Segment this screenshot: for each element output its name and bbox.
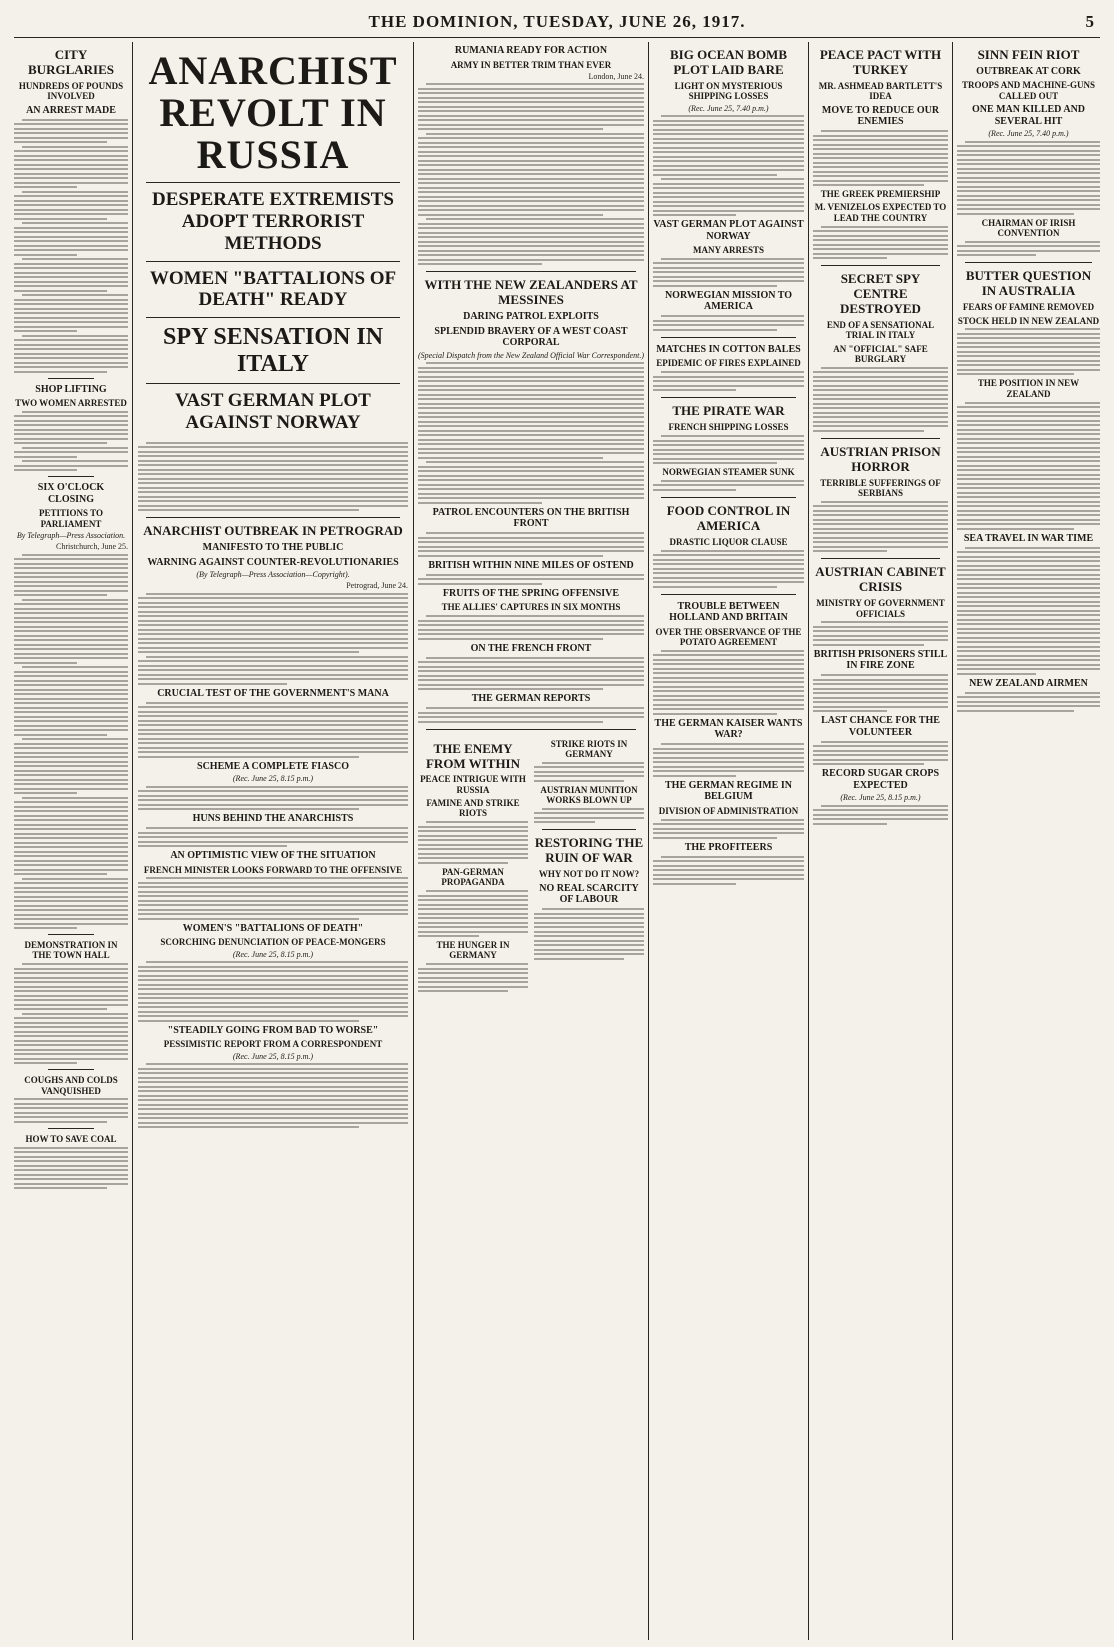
article-body [957, 692, 1100, 712]
article-body [534, 908, 644, 960]
column-rule [648, 42, 649, 1640]
headline-food-control: FOOD CONTROL IN AMERICA [666, 502, 791, 533]
subhead: MOVE TO REDUCE OUR ENEMIES [821, 104, 940, 128]
headline-six-oclock-closing: SIX O'CLOCK CLOSING [37, 482, 105, 505]
headline-belgium: THE GERMAN REGIME IN BELGIUM [665, 779, 792, 803]
article-body [957, 402, 1100, 530]
article-body [14, 411, 128, 472]
article-body [813, 621, 948, 646]
received-line: (Rec. June 25, 8.15 p.m.) [232, 774, 314, 784]
article-body [418, 532, 644, 557]
article-body [653, 819, 804, 839]
article-body [813, 501, 948, 553]
headline-city-burglaries: CITY BURGLARIES [28, 47, 114, 77]
article-body [957, 328, 1100, 375]
article-body [653, 258, 804, 287]
received-line: (Rec. June 25, 7.40 p.m.) [988, 129, 1069, 139]
dateline: Christchurch, June 25. [56, 542, 128, 552]
headline-record-sugar: RECORD SUGAR CROPS EXPECTED [821, 768, 940, 791]
subhead: FEARS OF FAMINE REMOVED [962, 302, 1095, 313]
dateline: London, June 24. [588, 71, 644, 81]
subhead: TWO WOMEN ARRESTED [15, 398, 127, 409]
headline-nz-airmen: NEW ZEALAND AIRMEN [969, 677, 1088, 689]
article-body [138, 593, 408, 685]
article-body [418, 362, 644, 504]
article-body [813, 367, 948, 432]
headline-strike-riots: STRIKE RIOTS IN GERMANY [550, 738, 628, 759]
column-4 [653, 42, 804, 887]
article-body [138, 877, 408, 920]
column-6 [957, 42, 1100, 714]
article-body [14, 963, 128, 1064]
credit-line: (By Telegraph—Press Association—Copyright). [196, 570, 350, 580]
subhead: DIVISION OF ADMINISTRATION [658, 805, 799, 816]
subhead: FRENCH MINISTER LOOKS FORWARD TO THE OFFENSIVE [143, 864, 403, 875]
headline-enemy-within: THE ENEMY FROM WITHIN [425, 740, 520, 771]
article-body [813, 674, 948, 712]
subhead: AN ARREST MADE [26, 104, 116, 116]
page-number: 5 [1085, 12, 1094, 31]
headline-greek-premiership: THE GREEK PREMIERSHIP [820, 189, 941, 200]
headline-profiteers: THE PROFITEERS [684, 841, 773, 853]
subhead: TROOPS AND MACHINE-GUNS CALLED OUT [961, 80, 1095, 101]
subhead: END OF A SENSATIONAL TRIAL IN ITALY [826, 319, 935, 341]
subhead: PETITIONS TO PARLIAMENT [39, 508, 103, 529]
headline-holland: TROUBLE BETWEEN HOLLAND AND BRITAIN [669, 600, 788, 624]
headline-fruits: FRUITS OF THE SPRING OFFENSIVE [442, 587, 620, 599]
article-body [138, 702, 408, 758]
article-body [138, 1063, 408, 1128]
headline-chairman: CHAIRMAN OF IRISH CONVENTION [981, 217, 1076, 238]
headline-matches: MATCHES IN COTTON BALES [656, 343, 801, 355]
headline-munition-works: AUSTRIAN MUNITION WORKS BLOWN UP [540, 784, 638, 806]
received-line: (Rec. June 25, 7.40 p.m.) [688, 103, 769, 113]
subhead: THE ALLIES' CAPTURES IN SIX MONTHS [441, 602, 621, 613]
article-body [418, 890, 528, 937]
headline-last-chance: LAST CHANCE FOR THE VOLUNTEER [821, 715, 940, 738]
headline-hunger: THE HUNGER IN GERMANY [436, 940, 510, 961]
article-body [138, 827, 408, 847]
headline-french-front: ON THE FRENCH FRONT [470, 642, 592, 654]
subhead: PEACE INTRIGUE WITH RUSSIA [420, 774, 526, 795]
subhead: LIGHT ON MYSTERIOUS SHIPPING LOSSES [674, 80, 783, 102]
article-body [813, 226, 948, 260]
column-1 [14, 42, 128, 1192]
headline-pan-german: PAN-GERMAN PROPAGANDA [441, 866, 505, 888]
subhead: DARING PATROL EXPLOITS [463, 311, 599, 323]
headline-coughs-and-colds: COUGHS AND COLDS VANQUISHED [24, 1075, 118, 1096]
headline-austrian-prison: AUSTRIAN PRISON HORROR [820, 443, 941, 474]
headline-womens-battalions: WOMEN'S "BATTALIONS OF DEATH" [182, 922, 364, 934]
column-rule [952, 42, 953, 1640]
headline-pirate-war: THE PIRATE WAR [672, 403, 785, 419]
headline-new-zealanders: WITH THE NEW ZEALANDERS AT MESSINES [424, 277, 638, 308]
headline-fiasco: SCHEME A COMPLETE FIASCO [197, 760, 349, 772]
article-body [653, 371, 804, 391]
article-body [813, 741, 948, 766]
headline-huns: HUNS BEHIND THE ANARCHISTS [192, 813, 354, 825]
article-body [653, 435, 804, 464]
subhead: M. VENIZELOS EXPECTED TO LEAD THE COUNTRY [814, 202, 947, 223]
deck-headline: WOMEN "BATTALIONS OF DEATH" READY [149, 267, 397, 311]
subhead: TERRIBLE SUFFERINGS OF SERBIANS [820, 477, 941, 498]
article-body [653, 315, 804, 331]
subhead: FRENCH SHIPPING LOSSES [668, 422, 789, 433]
article-body [653, 480, 804, 491]
deck-headline: SPY SENSATION IN ITALY [162, 324, 384, 377]
headline-optimistic: AN OPTIMISTIC VIEW OF THE SITUATION [170, 850, 376, 862]
article-body [653, 856, 804, 885]
subhead: WARNING AGAINST COUNTER-REVOLUTIONARIES [147, 556, 399, 568]
headline-butter-question: BUTTER QUESTION IN AUSTRALIA [965, 268, 1092, 299]
headline-steamer-sunk: NORWEGIAN STEAMER SUNK [662, 467, 795, 478]
headline-petrograd: ANARCHIST OUTBREAK IN PETROGRAD [143, 523, 403, 539]
headline-peace-pact: PEACE PACT WITH TURKEY [819, 47, 942, 77]
subhead: WHY NOT DO IT NOW? [538, 869, 640, 880]
article-body [418, 83, 644, 265]
column-2 [138, 42, 408, 1131]
headline-vast-german-plot: VAST GERMAN PLOT AGAINST NORWAY [653, 219, 804, 242]
headline-rumania: RUMANIA READY FOR ACTION [454, 45, 608, 56]
subhead: NO REAL SCARCITY OF LABOUR [539, 882, 639, 906]
headline-crucial-test: CRUCIAL TEST OF THE GOVERNMENT'S MANA [157, 687, 389, 699]
article-body [653, 743, 804, 777]
column-5 [813, 42, 948, 827]
article-body [418, 821, 528, 864]
received-line: (Rec. June 25, 8.15 p.m.) [232, 1051, 314, 1061]
credit-line: By Telegraph—Press Association. [16, 531, 126, 541]
article-body [813, 805, 948, 825]
article-body [957, 141, 1100, 215]
headline-steadily: "STEADILY GOING FROM BAD TO WORSE" [167, 1024, 379, 1036]
subhead: MANIFESTO TO THE PUBLIC [202, 542, 344, 554]
subhead: DRASTIC LIQUOR CLAUSE [669, 536, 788, 547]
article-body [418, 615, 644, 640]
headline-patrol: PATROL ENCOUNTERS ON THE BRITISH FRONT [432, 506, 630, 530]
dateline: Petrograd, June 24. [346, 581, 408, 591]
headline-how-to-save-coal: HOW TO SAVE COAL [25, 1133, 117, 1144]
headline-british-prisoners: BRITISH PRISONERS STILL IN FIRE ZONE [813, 648, 948, 672]
headline-shop-lifting: SHOP LIFTING [35, 383, 107, 395]
subhead: OUTBREAK AT CORK [976, 65, 1081, 77]
article-body [138, 442, 408, 512]
deck-headline: VAST GERMAN PLOT AGAINST NORWAY [175, 390, 371, 433]
headline-sinn-fein: SINN FEIN RIOT [977, 47, 1080, 62]
headline-austrian-cabinet: AUSTRIAN CABINET CRISIS [815, 564, 946, 595]
subhead: HUNDREDS OF POUNDS INVOLVED [18, 80, 124, 102]
masthead-title: THE DOMINION, TUESDAY, JUNE 26, 1917. [368, 12, 746, 31]
deck-headline: DESPERATE EXTREMISTS ADOPT TERRORIST METHODS [152, 189, 394, 254]
article-body [14, 554, 128, 930]
subhead: EPIDEMIC OF FIRES EXPLAINED [656, 358, 801, 369]
column-rule [132, 42, 133, 1640]
subhead: ARMY IN BETTER TRIM THAN EVER [450, 59, 612, 70]
headline-demonstration: DEMONSTRATION IN THE TOWN HALL [24, 940, 118, 961]
received-line: (Rec. June 25, 8.15 p.m.) [840, 793, 921, 803]
subhead: PESSIMISTIC REPORT FROM A CORRESPONDENT [163, 1039, 383, 1050]
headline-restoring: RESTORING THE RUIN OF WAR [534, 835, 644, 866]
subhead: SCORCHING DENUNCIATION OF PEACE-MONGERS [160, 937, 386, 948]
article-body [138, 961, 408, 1022]
subhead: MR. ASHMEAD BARTLETT'S IDEA [818, 80, 943, 102]
article-body [138, 786, 408, 811]
sub-column [534, 736, 644, 995]
headline-sea-travel: SEA TRAVEL IN WAR TIME [963, 532, 1094, 544]
subhead: AN "OFFICIAL" SAFE BURGLARY [833, 343, 928, 364]
article-body [418, 707, 644, 723]
article-body [813, 130, 948, 186]
advertisement-body [14, 1147, 128, 1190]
headline-ostend: BRITISH WITHIN NINE MILES OF OSTEND [428, 559, 634, 571]
column-3 [418, 42, 644, 995]
sub-column [418, 736, 528, 995]
headline-ocean-bomb-plot: BIG OCEAN BOMB PLOT LAID BARE [669, 47, 787, 77]
article-body [653, 550, 804, 588]
received-line: (Rec. June 25, 8.15 p.m.) [232, 949, 314, 959]
subhead: ONE MAN KILLED AND SEVERAL HIT [971, 104, 1086, 127]
article-body [418, 657, 644, 691]
article-body [957, 547, 1100, 675]
main-headline: ANARCHIST REVOLT IN RUSSIA [148, 48, 398, 177]
article-body [14, 119, 128, 373]
headline-kaiser: THE GERMAN KAISER WANTS WAR? [654, 717, 803, 741]
article-body [957, 241, 1100, 257]
headline-german-reports: THE GERMAN REPORTS [471, 693, 591, 705]
subhead: STOCK HELD IN NEW ZEALAND [957, 315, 1100, 326]
column-rule [808, 42, 809, 1640]
article-body [534, 808, 644, 824]
column-rule [413, 42, 414, 1640]
credit-line: (Special Dispatch from the New Zealand Official War Correspondent.) [418, 350, 644, 360]
article-body [534, 762, 644, 782]
article-body [653, 650, 804, 715]
advertisement-body [14, 1098, 128, 1123]
article-body [418, 963, 528, 992]
headline-norwegian-mission: NORWEGIAN MISSION TO AMERICA [664, 289, 793, 313]
headline-position-nz: THE POSITION IN NEW ZEALAND [977, 378, 1080, 399]
subhead: MANY ARRESTS [693, 245, 764, 256]
subhead: MINISTRY OF GOVERNMENT OFFICIALS [816, 598, 945, 619]
article-body [418, 574, 644, 585]
subhead: FAMINE AND STRIKE RIOTS [426, 798, 520, 819]
article-body [653, 115, 804, 216]
subhead: OVER THE OBSERVANCE OF THE POTATO AGREEMENT [655, 626, 802, 647]
masthead [14, 4, 1100, 38]
headline-secret-spy: SECRET SPY CENTRE DESTROYED [840, 271, 921, 316]
subhead: SPLENDID BRAVERY OF A WEST COAST CORPORAL [434, 325, 628, 349]
